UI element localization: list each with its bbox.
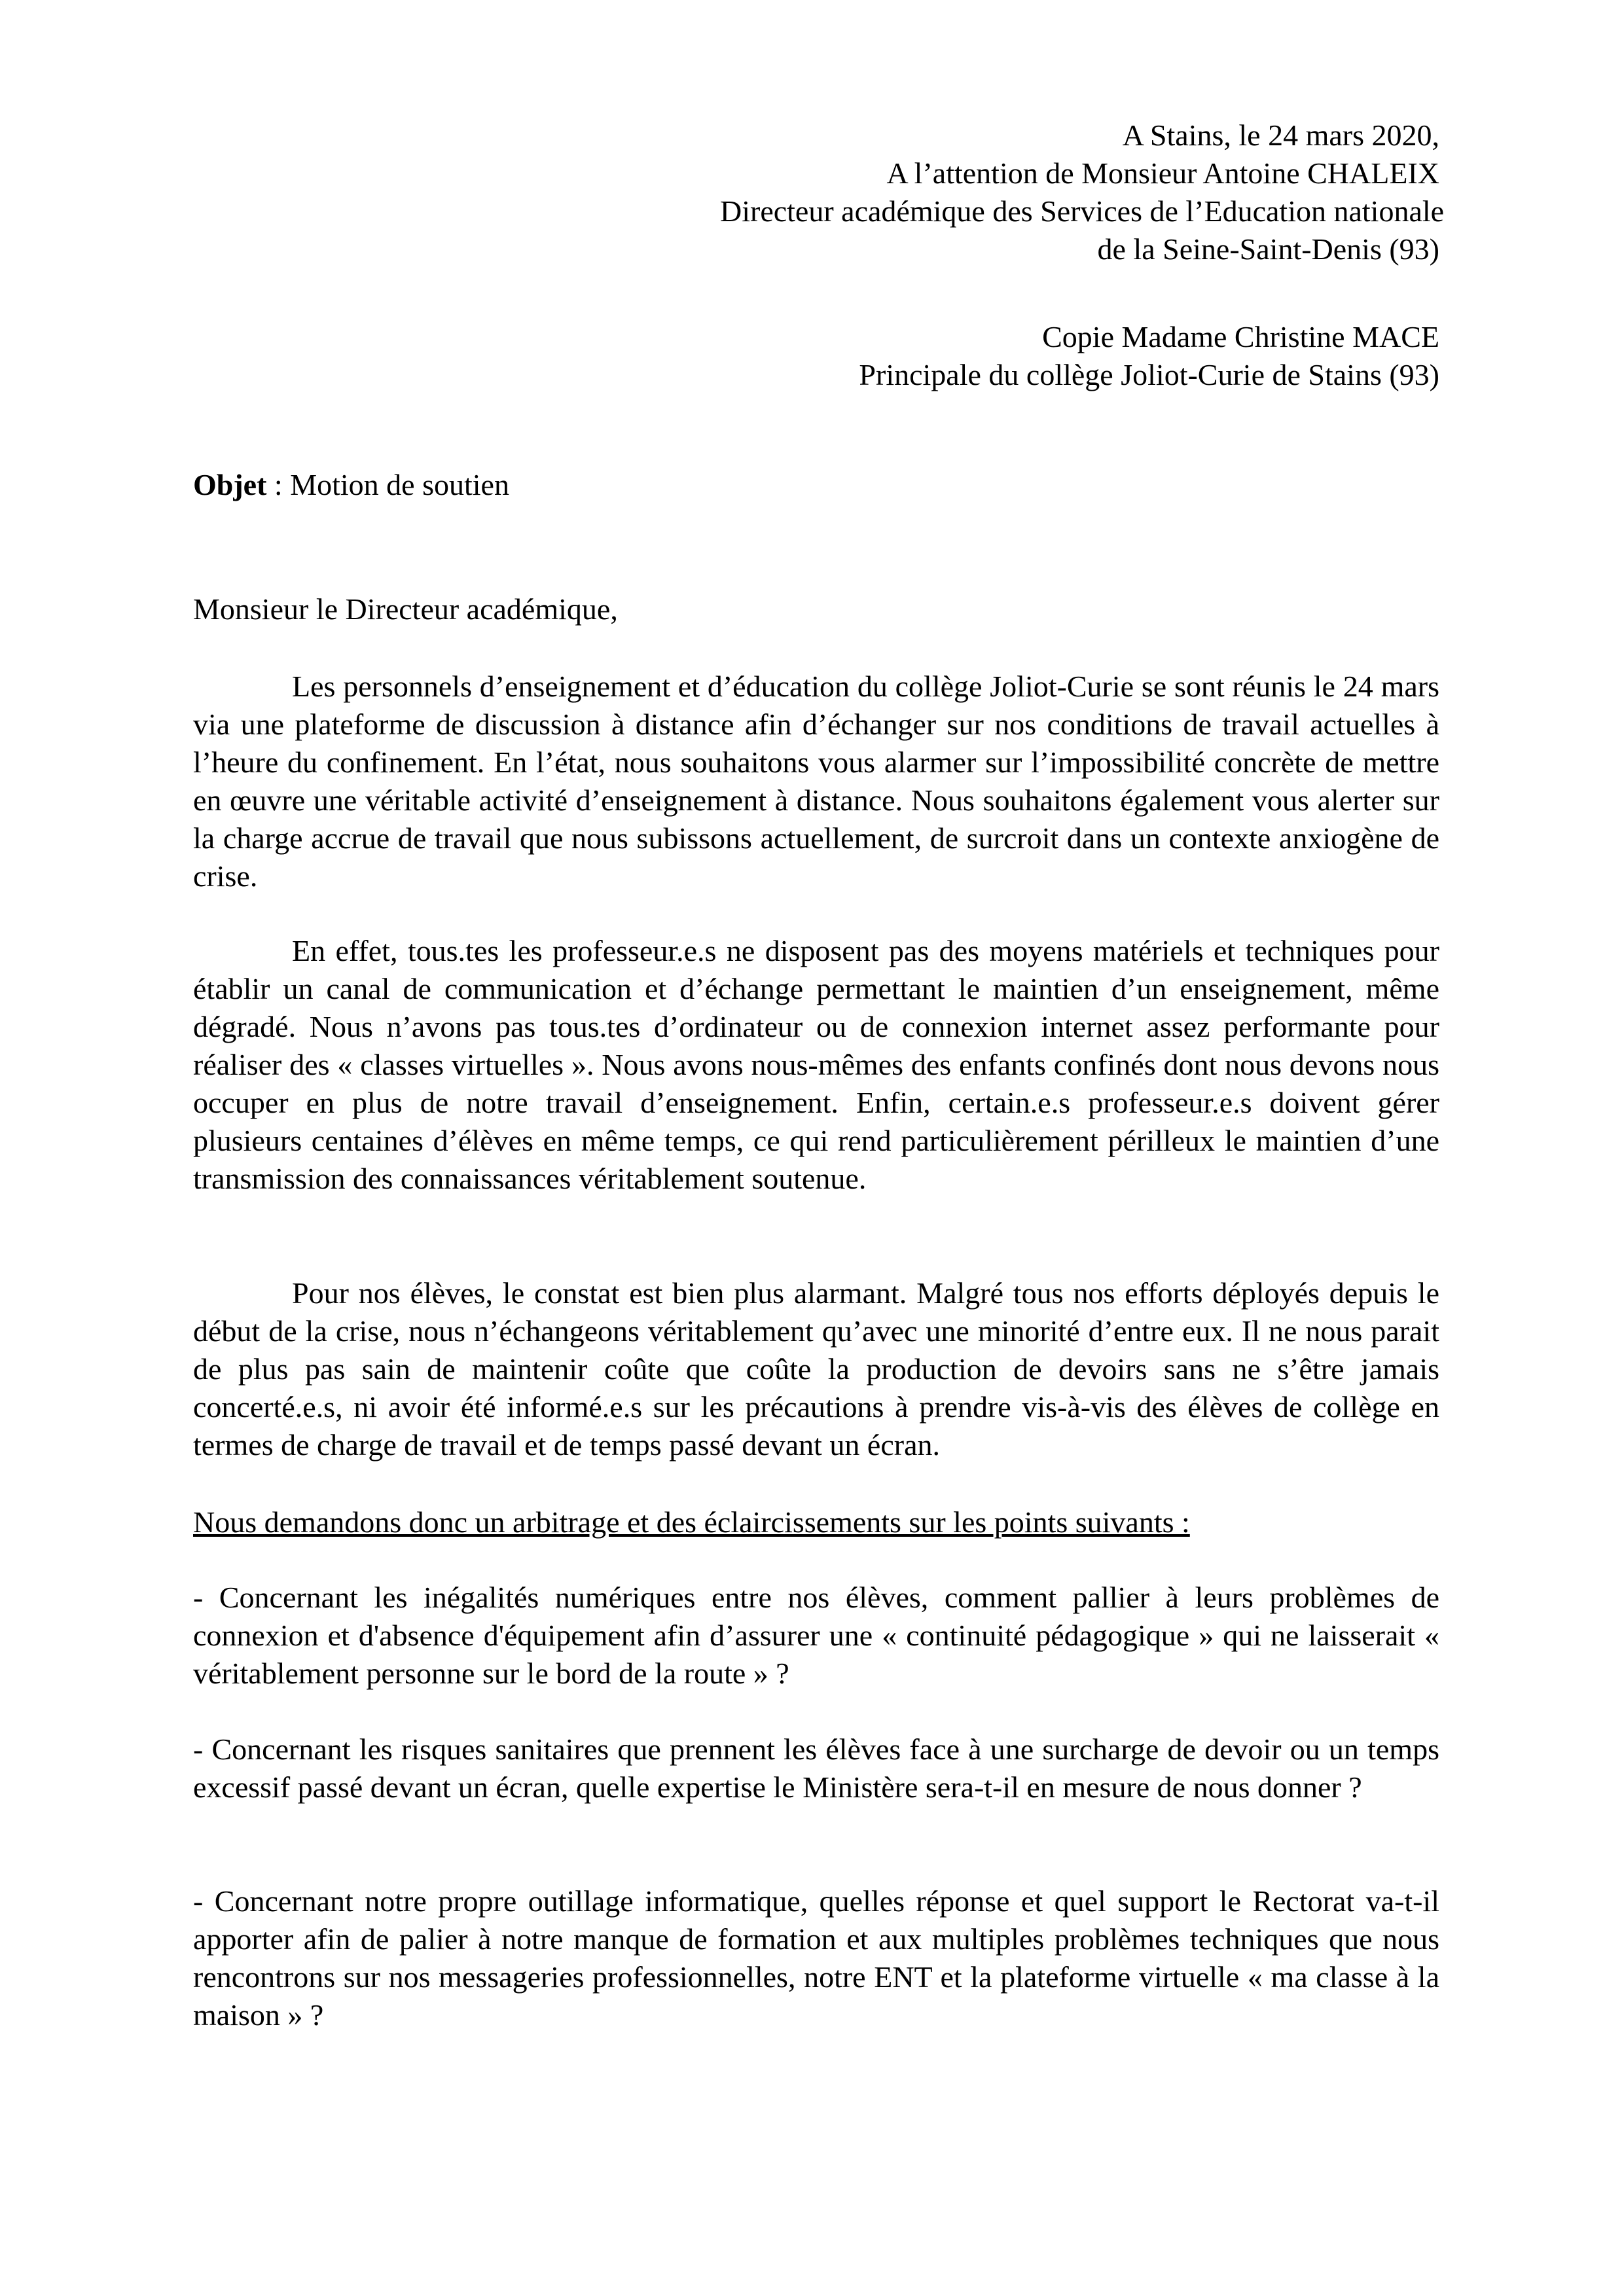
copy-title: Principale du collège Joliot-Curie de Stains (93) (859, 358, 1439, 391)
demand-heading (193, 1503, 1439, 1541)
copy-address-block (720, 318, 1439, 394)
salutation: Monsieur le Directeur académique, (193, 592, 618, 626)
subject-line (193, 466, 1439, 504)
attention-line: A l’attention de Monsieur Antoine CHALEIX (886, 156, 1439, 190)
recipient-title: Directeur académique des Services de l’Education nationale (720, 194, 1445, 228)
body-paragraph-1: Les personnels d’enseignement et d’éducation du collège Joliot-Curie se sont réunis le 24 mars via une plateforme de discussion à distance afin d’échanger sur nos conditions de travail actuelles à l’heure du confinement. En l’état, nous souhaitons vous alarmer sur l’impossibilité concrète de mettre en œuvre une véritable activité d’enseignement à distance. Nous souhaitons également vous alerter sur la charge accrue de travail que nous subissons actuellement, de surcroit dans un contexte anxiogène de crise. (193, 670, 1439, 893)
subject-separator: : (266, 468, 291, 501)
question-item-3: - Concernant notre propre outillage informatique, quelles réponse et quel support le Rectorat va-t-il apporter afin de palier à notre manque de formation et aux multiples problèmes techniques que nous rencontrons sur nos messageries professionnelles, notre ENT et la plateforme virtuelle « ma classe à la maison » ? (193, 1884, 1439, 2032)
recipient-address-block (720, 117, 1445, 268)
body-paragraph-3: Pour nos élèves, le constat est bien plus alarmant. Malgré tous nos efforts déployés depuis le début de la crise, nous n’échangeons véritablement qu’avec une minorité d’entre eux. Il ne nous parait de plus pas sain de maintenir coûte que coûte la production de devoirs sans ne s’être jamais concerté.e.s, ni avoir été informé.e.s sur les précautions à prendre vis-à-vis des élèves de collège en termes de charge de travail et de temps passé devant un écran. (193, 1276, 1439, 1462)
subject-text: Motion de soutien (290, 468, 509, 501)
body-paragraph-2: En effet, tous.tes les professeur.e.s ne disposent pas des moyens matériels et techniques pour établir un canal de communication et d’échange permettant le maintien d’un enseignement, même dégradé. Nous n’avons pas tous.tes d’ordinateur ou de connexion internet assez performante pour réaliser des « classes virtuelles ». Nous avons nous-mêmes des enfants confinés dont nous devons nous occuper en plus de notre travail d’enseignement. Enfin, certain.e.s professeur.e.s doivent gérer plusieurs centaines d’élèves en même temps, ce qui rend particulièrement périlleux le maintien d’une transmission des connaissances véritablement soutenue. (193, 934, 1439, 1195)
recipient-department: de la Seine-Saint-Denis (93) (1097, 232, 1439, 266)
question-item-1: - Concernant les inégalités numériques entre nos élèves, comment pallier à leurs problèmes de connexion et d'absence d'équipement afin d’assurer une « continuité pédagogique » qui ne laisserait « véritablement personne sur le bord de la route » ? (193, 1581, 1439, 1690)
copy-name: Copie Madame Christine MACE (1042, 320, 1439, 353)
demand-heading-text: Nous demandons donc un arbitrage et des éclaircissements sur les points suivants : (193, 1505, 1190, 1539)
subject-label: Objet (193, 468, 267, 501)
question-item-2: - Concernant les risques sanitaires que prennent les élèves face à une surcharge de devoir ou un temps excessif passé devant un écran, quelle expertise le Ministère sera-t-il en mesure de nous donner ? (193, 1732, 1439, 1804)
place-date: A Stains, le 24 mars 2020, (1122, 118, 1439, 152)
